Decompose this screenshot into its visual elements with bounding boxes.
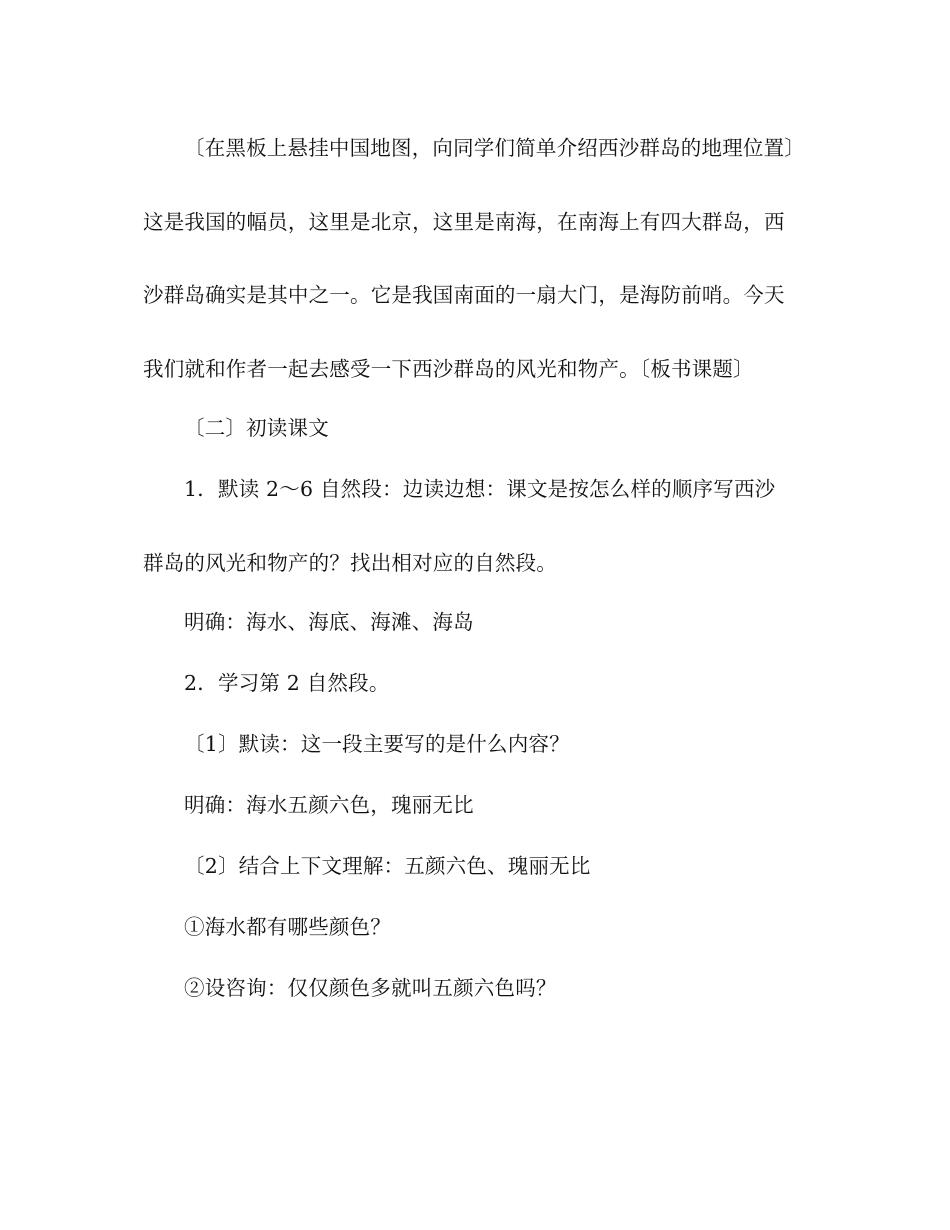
intro-paragraph: 〔在黑板上悬挂中国地图，向同学们简单介绍西沙群岛的地理位置〕这是我国的幅员，这里是北京，这里是南海，在南海上有四大群岛，西沙群岛确实是其中之一。它是我国南面的一扇大门，是海防前哨。今天我们就和作者一起去感受一下西沙群岛的风光和物产。〔板书课题〕 xyxy=(143,136,795,381)
section-heading: 〔二〕初读课文 xyxy=(184,416,329,440)
question-1: ①海水都有哪些颜色？ xyxy=(184,915,391,939)
reading-step-2: 2．学习第 2 自然段。 xyxy=(184,671,390,695)
sub-question-1: 〔1〕默读：这一段主要写的是什么内容？ xyxy=(184,732,570,756)
reading-step-1: 1．默读 2～6 自然段：边读边想：课文是按怎么样的顺序写西沙群岛的风光和物产的？找出相对应的自然段。 xyxy=(143,477,776,575)
answer-2: 明确：海水五颜六色，瑰丽无比 xyxy=(184,793,474,817)
document-body xyxy=(143,118,795,1029)
answer-1: 明确：海水、海底、海滩、海岛 xyxy=(184,610,474,634)
question-2: ②设咨询：仅仅颜色多就叫五颜六色吗？ xyxy=(184,976,557,1000)
sub-question-2: 〔2〕结合上下文理解：五颜六色、瑰丽无比 xyxy=(184,854,591,878)
